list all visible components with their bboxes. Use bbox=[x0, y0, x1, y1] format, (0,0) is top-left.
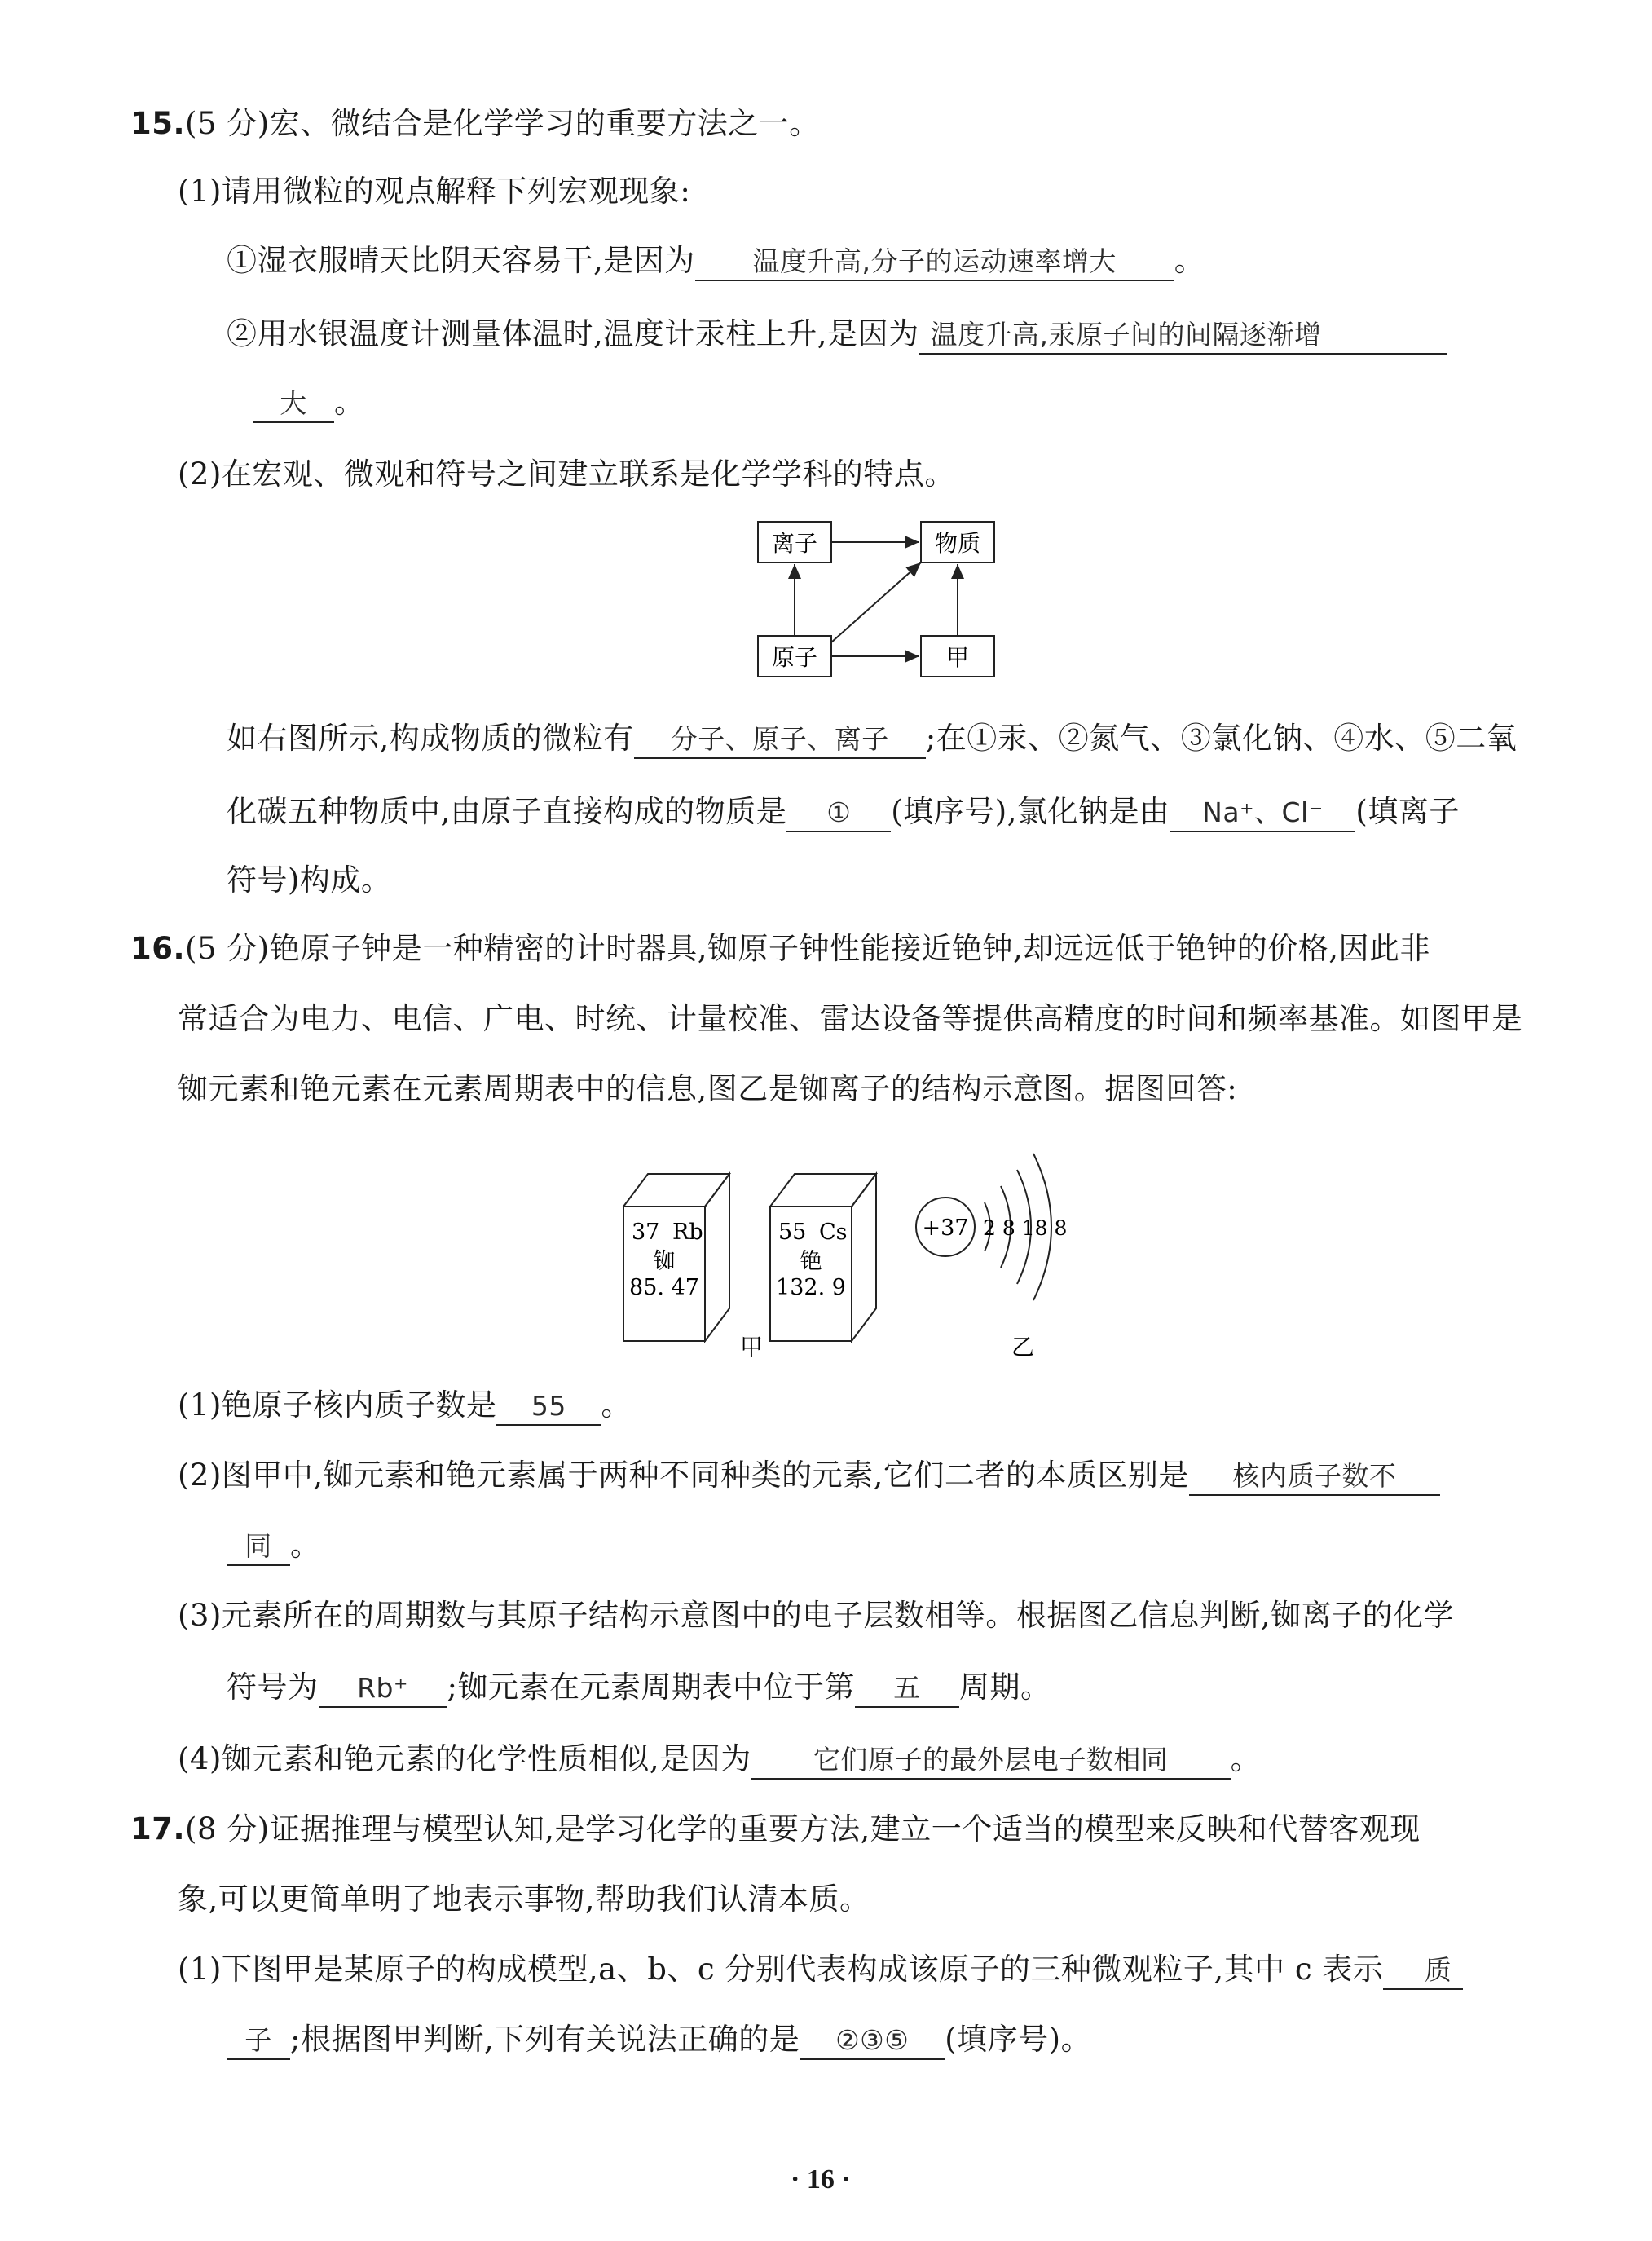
page-number: · 16 · bbox=[791, 2164, 851, 2195]
q16-answer3-line2: 符号为 Rb⁺ ;铷元素在元素周期表中位于第 五 周期。 bbox=[227, 1670, 1051, 1708]
q15-sentence1: 如右图所示,构成物质的微粒有 分子、原子、离子 ;在①汞、②氮气、③氯化钠、④水、⑤二氧 bbox=[227, 721, 1517, 759]
q15-sentence2: 化碳五种物质中,由原子直接构成的物质是 ① (填序号),氯化钠是由 Na⁺、Cl⁻ (填离子 bbox=[227, 794, 1460, 832]
rb-atomic-number: 37 bbox=[632, 1220, 660, 1245]
electron-shells: 2 8 18 8 bbox=[983, 1216, 1068, 1240]
cs-mass: 132. 9 bbox=[776, 1275, 846, 1300]
answer-blank: 同 bbox=[227, 1529, 290, 1566]
answer-blank: Rb⁺ bbox=[319, 1670, 447, 1708]
q17-part1-line2: 子 ;根据图甲判断,下列有关说法正确的是 ②③⑤ (填序号)。 bbox=[227, 2022, 1091, 2060]
q17-part1-line1: (1)下图甲是某原子的构成模型,a、b、c 分别代表构成该原子的三种微观粒子,其中 c 表示 质 bbox=[178, 1952, 1463, 1990]
q16-number: 16. bbox=[130, 931, 186, 966]
q16-answer1: (1)铯原子核内质子数是 55 。 bbox=[178, 1387, 632, 1426]
answer-blank: 它们原子的最外层电子数相同 bbox=[751, 1742, 1231, 1780]
box-substance-label: 物质 bbox=[934, 530, 981, 557]
cs-symbol: Cs bbox=[819, 1220, 848, 1245]
q16-line3: 铷元素和铯元素在元素周期表中的信息,图乙是铷离子的结构示意图。据图回答: bbox=[178, 1071, 1238, 1106]
q17-number: 17. bbox=[130, 1811, 186, 1846]
cs-name: 铯 bbox=[800, 1249, 822, 1274]
element-figure bbox=[603, 1133, 1108, 1361]
answer-blank: 核内质子数不 bbox=[1189, 1458, 1440, 1496]
q16-line1: 16.(5 分)铯原子钟是一种精密的计时器具,铷原子钟性能接近铯钟,却远远低于铯钟的价格,因此非 bbox=[130, 931, 1431, 966]
nucleus-charge: +37 bbox=[922, 1215, 969, 1241]
particle-relation-diagram bbox=[750, 514, 1011, 693]
q15-sentence3: 符号)构成。 bbox=[227, 862, 392, 898]
q15-part2: (2)在宏观、微观和符号之间建立联系是化学学科的特点。 bbox=[178, 457, 955, 492]
q17-line1: 17.(8 分)证据推理与模型认知,是学习化学的重要方法,建立一个适当的模型来反映和代替客观现 bbox=[130, 1811, 1421, 1846]
q16-answer4: (4)铷元素和铯元素的化学性质相似,是因为 它们原子的最外层电子数相同 。 bbox=[178, 1741, 1261, 1780]
q16-line2: 常适合为电力、电信、广电、时统、计量校准、雷达设备等提供高精度的时间和频率基准。如图甲是 bbox=[178, 1001, 1522, 1036]
box-jia-label: 甲 bbox=[945, 644, 970, 671]
answer-blank: 质 bbox=[1383, 1952, 1463, 1990]
answer-blank: 温度升高,分子的运动速率增大 bbox=[695, 244, 1174, 281]
rb-element-card bbox=[623, 1174, 729, 1341]
q15-part1-a: ①湿衣服晴天比阴天容易干,是因为 温度升高,分子的运动速率增大 。 bbox=[227, 243, 1205, 281]
arrow-atom-substance bbox=[831, 562, 921, 642]
answer-blank: ②③⑤ bbox=[800, 2023, 945, 2060]
figure-label-jia: 甲 bbox=[739, 1334, 764, 1361]
q15-part1-b-cont: 大 。 bbox=[253, 385, 365, 423]
rb-ion-structure bbox=[916, 1154, 1067, 1300]
q17-line2: 象,可以更简单明了地表示事物,帮助我们认清本质。 bbox=[178, 1881, 870, 1917]
q15-part1-b: ②用水银温度计测量体温时,温度计汞柱上升,是因为 温度升高,汞原子间的间隔逐渐增 bbox=[227, 316, 1447, 355]
answer-blank: 温度升高,汞原子间的间隔逐渐增 bbox=[919, 317, 1447, 355]
answer-blank: Na⁺、Cl⁻ bbox=[1170, 795, 1355, 832]
q16-answer2: (2)图甲中,铷元素和铯元素属于两种不同种类的元素,它们二者的本质区别是 核内质子数不 bbox=[178, 1458, 1440, 1496]
rb-name: 铷 bbox=[653, 1249, 676, 1274]
q16-answer2-cont: 同 。 bbox=[227, 1528, 321, 1566]
q16-answer3-line1: (3)元素所在的周期数与其原子结构示意图中的电子层数相等。根据图乙信息判断,铷离子的化学 bbox=[178, 1598, 1455, 1633]
cs-element-card bbox=[770, 1174, 876, 1341]
q15-part1: (1)请用微粒的观点解释下列宏观现象: bbox=[178, 174, 691, 209]
rb-symbol: Rb bbox=[672, 1220, 703, 1245]
answer-blank: 子 bbox=[227, 2023, 290, 2060]
rb-mass: 85. 47 bbox=[629, 1275, 699, 1300]
answer-blank: 55 bbox=[496, 1388, 601, 1426]
cs-atomic-number: 55 bbox=[778, 1220, 807, 1245]
q15-stem: 15.(5 分)宏、微结合是化学学习的重要方法之一。 bbox=[130, 106, 820, 141]
figure-label-yi: 乙 bbox=[1011, 1334, 1035, 1361]
box-ion-label: 离子 bbox=[771, 530, 818, 557]
answer-blank: 五 bbox=[855, 1670, 959, 1708]
box-atom-label: 原子 bbox=[771, 644, 818, 671]
q15-number: 15. bbox=[130, 106, 186, 141]
answer-blank: 大 bbox=[253, 386, 334, 423]
answer-blank: ① bbox=[786, 795, 891, 832]
answer-blank: 分子、原子、离子 bbox=[634, 721, 926, 759]
